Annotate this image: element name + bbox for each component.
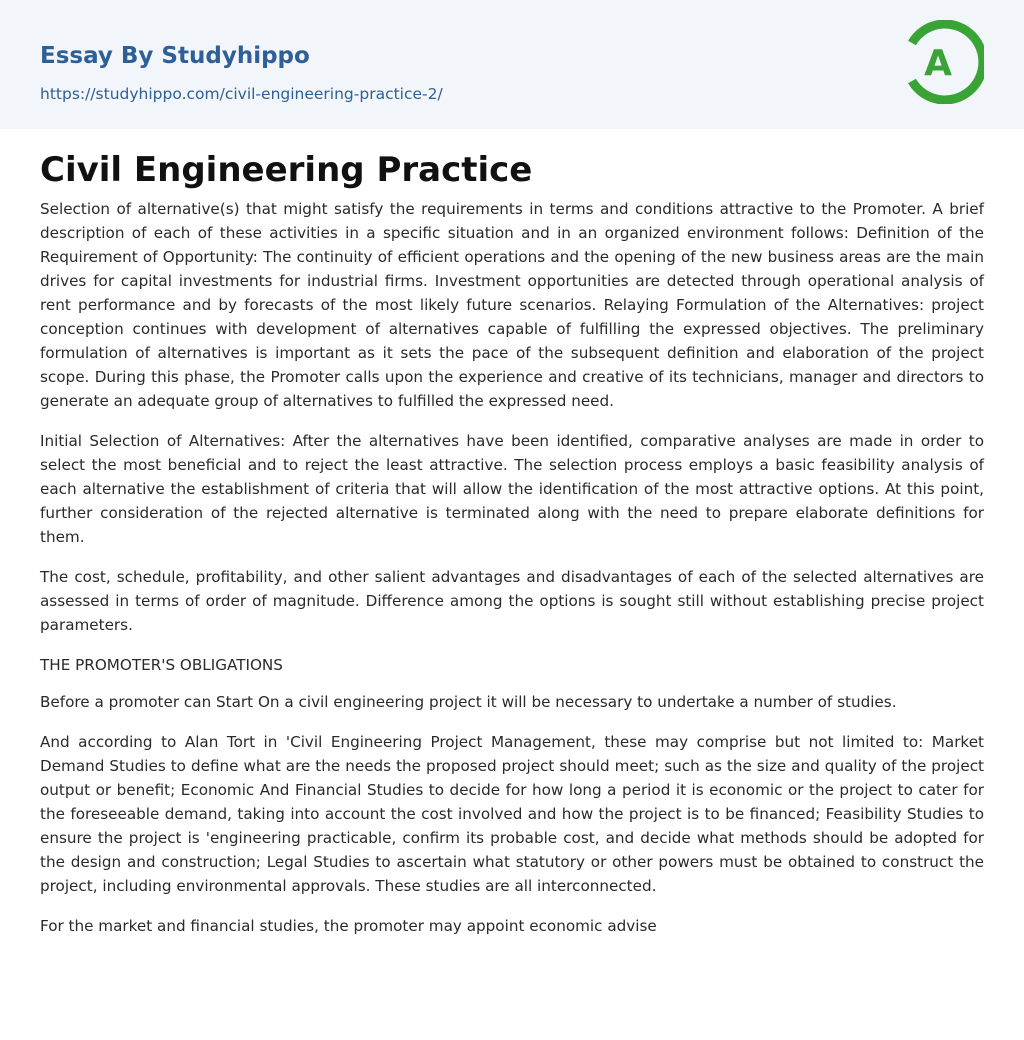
page-header xyxy=(0,0,1024,129)
paragraph-truncated: For the market and financial studies, the promoter may appoint economic advise xyxy=(40,917,657,935)
page-title: Civil Engineering Practice xyxy=(40,150,533,190)
paragraph: Selection of alternative(s) that might satisfy the requirements in terms and conditions attractive to the Promoter. A brief description of each of these activities in a specific situation and in an organized environment follows: Definition of the Requirement of Opportunity: The continuity of efficient operations and the opening of the new business areas are the main drives for capital investments for industrial firms. Investment opportunities are detected through operational analysis of rent performance and by forecasts of the most likely future scenarios. Relaying Formulation of the Alternatives: project conception continues with development of alternatives capable of fulfilling the expressed objectives. The preliminary formulation of alternatives is important as it sets the pace of the subsequent definition and elaboration of the project scope. During this phase, the Promoter calls upon the experience and creative of its technicians, manager and directors to generate an adequate group of alternatives to fulfilled the expressed need. xyxy=(40,200,984,410)
brand-title: Essay By Studyhippo xyxy=(40,43,310,69)
paragraph: The cost, schedule, profitability, and other salient advantages and disadvantages of each of the selected alternatives are assessed in terms of order of magnitude. Difference among the options is sought still without establishing precise project parameters. xyxy=(40,568,984,634)
source-url-link[interactable]: https://studyhippo.com/civil-engineering-practice-2/ xyxy=(40,85,443,103)
paragraph: Before a promoter can Start On a civil engineering project it will be necessary to undertake a number of studies. xyxy=(40,693,897,711)
section-heading: THE PROMOTER'S OBLIGATIONS xyxy=(40,656,283,674)
article-body xyxy=(0,129,1024,938)
logo-letter: A xyxy=(924,43,952,84)
paragraph: Initial Selection of Alternatives: After the alternatives have been identified, comparative analyses are made in order to select the most beneficial and to reject the least attractive. The selection process employs a basic feasibility analysis of each alternative the establishment of criteria that will allow the identification of the most attractive options. At this point, further consideration of the rejected alternative is terminated along with the need to prepare elaborate definitions for them. xyxy=(40,432,984,546)
studyhippo-logo-icon[interactable] xyxy=(900,20,984,104)
paragraph: And according to Alan Tort in 'Civil Engineering Project Management, these may comprise but not limited to: Market Demand Studies to define what are the needs the proposed project should meet; such as the size and quality of the project output or benefit; Economic And Financial Studies to decide for how long a period it is economic or the project to cater for the foreseeable demand, taking into account the cost involved and how the project is to be financed; Feasibility Studies to ensure the project is 'engineering practicable, confirm its probable cost, and decide what methods should be adopted for the design and construction; Legal Studies to ascertain what statutory or other powers must be obtained to construct the project, including environmental approvals. These studies are all interconnected. xyxy=(40,733,984,895)
